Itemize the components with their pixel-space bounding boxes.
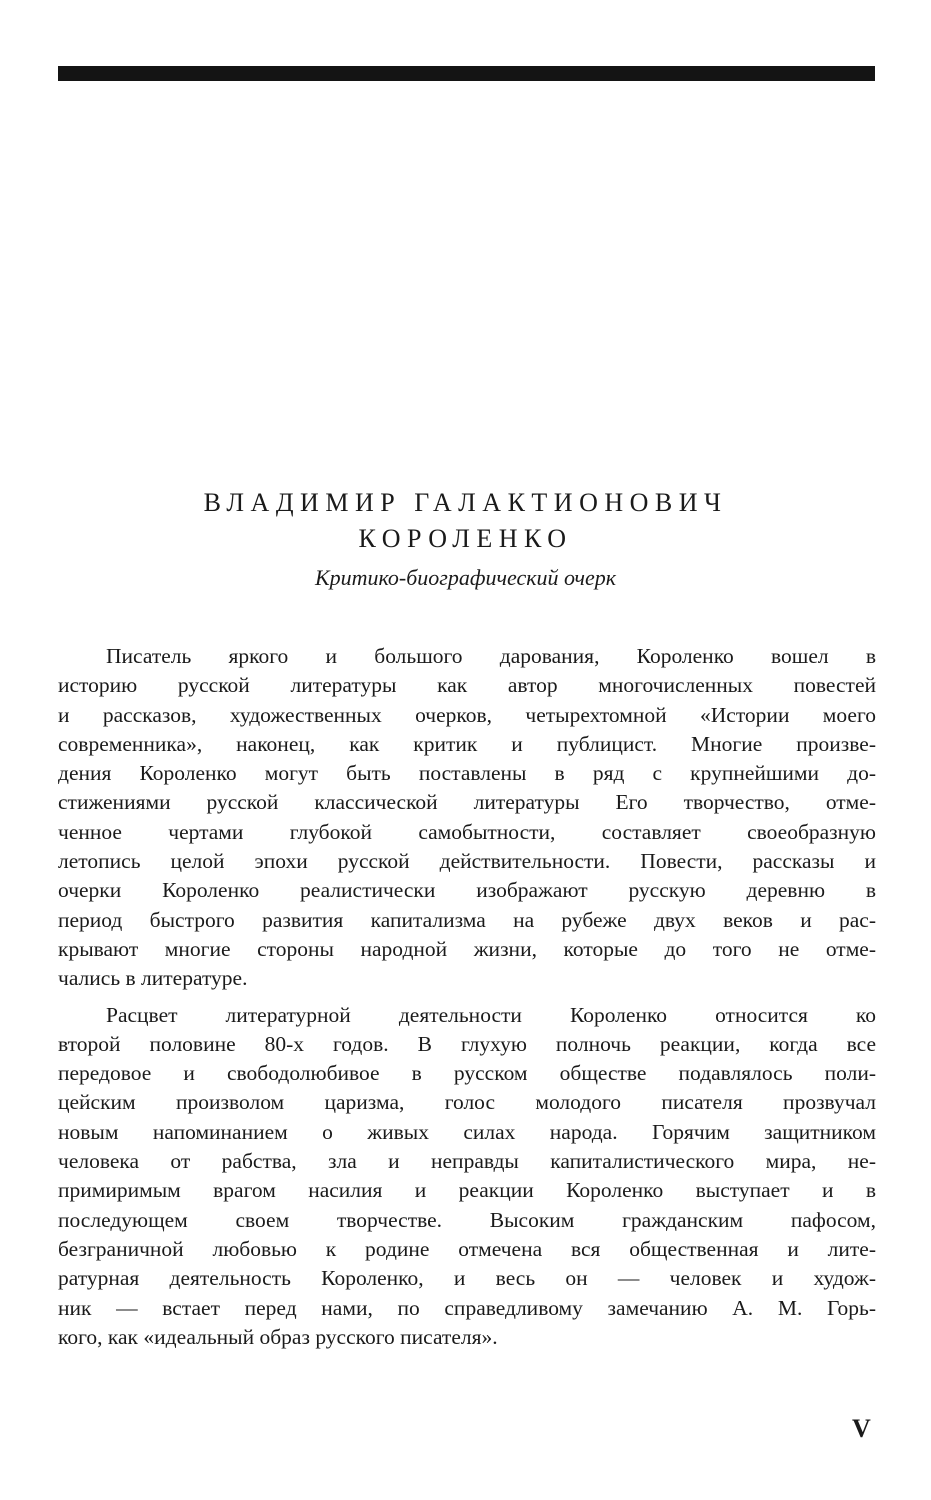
text-line: летопись целой эпохи русской действительности. Повести, рассказы и: [58, 849, 876, 874]
text-line: второй половине 80-х годов. В глухую полночь реакции, когда все: [58, 1031, 876, 1056]
page-number: V: [852, 1414, 871, 1443]
text-line: ратурная деятельность Короленко, и весь он — человек и худож-: [58, 1266, 876, 1291]
text-line: Писатель яркого и большого дарования, Короленко вошел в: [106, 644, 876, 668]
paragraph-1: [58, 642, 876, 994]
text-line: цейским произволом царизма, голос молодого писателя прозвучал: [58, 1090, 876, 1115]
text-line: чались в литературе.: [58, 966, 248, 991]
text-line: дения Короленко могут быть поставлены в ряд с крупнейшими до-: [58, 761, 876, 786]
text-line: новым напоминанием о живых силах народа. Горячим защитником: [58, 1119, 876, 1144]
page-title: [0, 485, 931, 557]
text-line: очерки Короленко реалистически изображают русскую деревню в: [58, 878, 876, 903]
text-line: передовое и свободолюбивое в русском обществе подавлялось поли-: [58, 1061, 876, 1086]
title-line-1: ВЛАДИМИР ГАЛАКТИОНОВИЧ: [203, 488, 728, 517]
text-line: стижениями русской классической литературы Его творчество, отме-: [58, 790, 876, 815]
paragraph-2: [58, 1001, 876, 1353]
title-line-2: КОРОЛЕНКО: [358, 524, 573, 553]
subtitle: Критико-биографический очерк: [314, 565, 617, 590]
text-line: современника», наконец, как критик и публицист. Многие произве-: [58, 731, 876, 756]
text-line: период быстрого развития капитализма на рубеже двух веков и рас-: [58, 907, 876, 932]
text-line: историю русской литературы как автор многочисленных повестей: [58, 673, 876, 698]
text-line: безграничной любовью к родине отмечена вся общественная и лите-: [58, 1236, 876, 1261]
text-line: последующем своем творчестве. Высоким гражданским пафосом,: [58, 1207, 876, 1232]
text-line: ник — встает перед нами, по справедливому замечанию А. М. Горь-: [58, 1295, 876, 1320]
body-text: [58, 642, 876, 1359]
text-line: примиримым врагом насилия и реакции Короленко выступает и в: [58, 1178, 876, 1203]
text-line: кого, как «идеальный образ русского писателя».: [58, 1324, 498, 1349]
text-line: ченное чертами глубокой самобытности, составляет своеобразную: [58, 819, 876, 844]
text-line: Расцвет литературной деятельности Короленко относится ко: [106, 1002, 876, 1027]
text-line: крывают многие стороны народной жизни, которые до того не отме-: [58, 936, 876, 961]
text-line: и рассказов, художественных очерков, четырехтомной «Истории моего: [58, 702, 876, 727]
top-rule: [58, 66, 875, 81]
text-line: человека от рабства, зла и неправды капиталистического мира, не-: [58, 1149, 876, 1174]
